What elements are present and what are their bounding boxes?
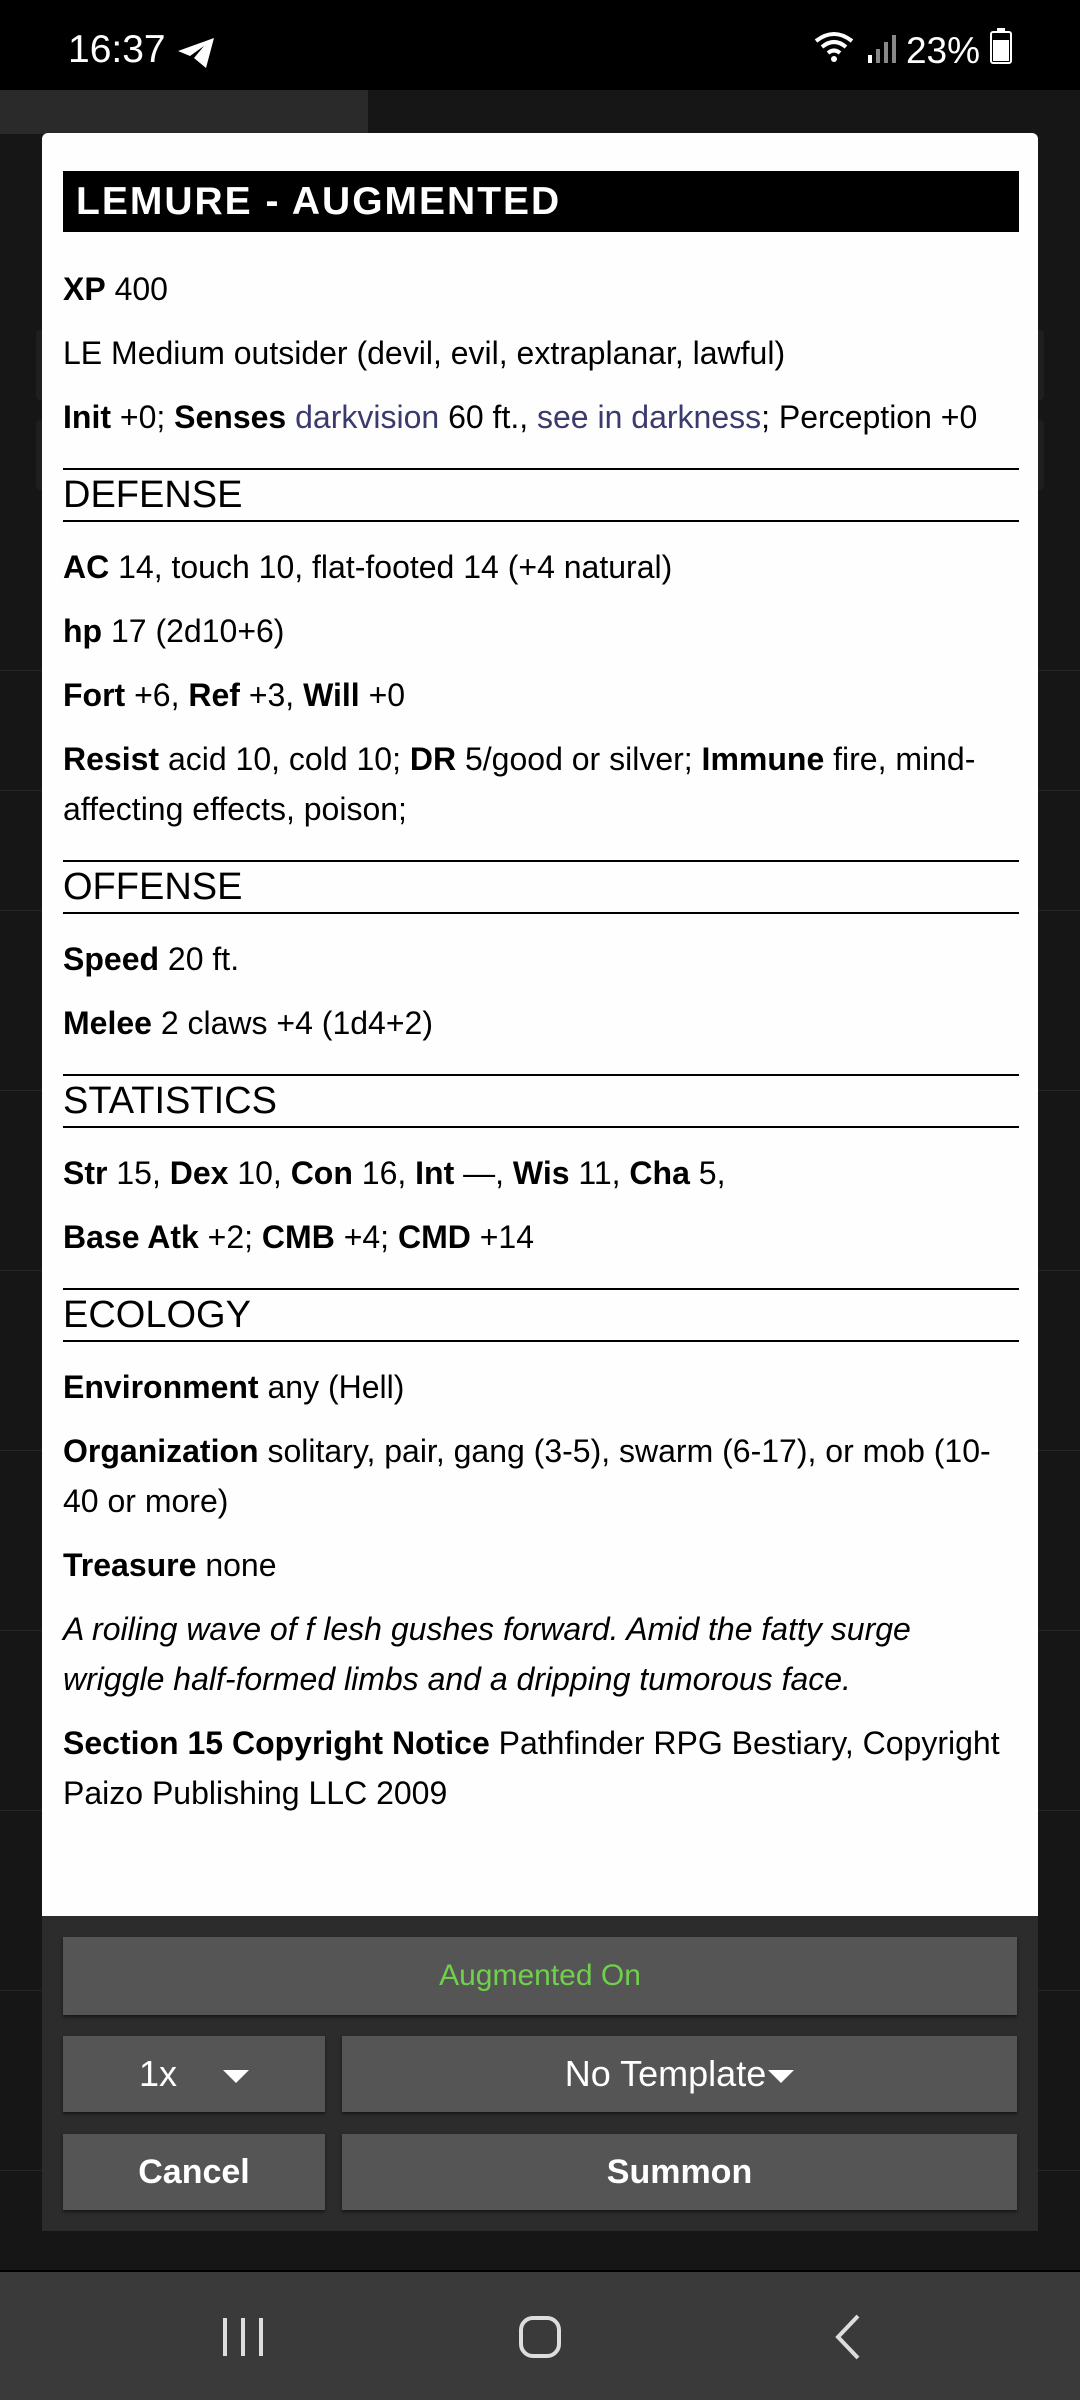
darkvision-link[interactable]: darkvision xyxy=(295,399,440,435)
telegram-icon xyxy=(176,36,216,75)
saves-line: Fort +6, Ref +3, Will +0 xyxy=(63,677,406,713)
offense-heading: OFFENSE xyxy=(63,860,1019,914)
init-line: Init +0; Senses darkvision 60 ft., see in darkness; Perception +0 xyxy=(63,399,978,435)
wifi-icon xyxy=(812,29,856,72)
creature-title: LEMURE - AUGMENTED xyxy=(63,171,1019,232)
recent-apps-icon[interactable] xyxy=(221,2306,265,2371)
copyright-line: Section 15 Copyright Notice Pathfinder RPG Bestiary, Copyright Paizo Publishing LLC 2009 xyxy=(63,1725,1000,1811)
environment-line: Environment any (Hell) xyxy=(63,1369,405,1405)
navigation-bar xyxy=(0,2272,1080,2400)
augmented-toggle-button[interactable]: Augmented On xyxy=(63,1937,1017,2015)
summon-button[interactable]: Summon xyxy=(342,2134,1017,2210)
statistics-heading: STATISTICS xyxy=(63,1074,1019,1128)
defense-heading: DEFENSE xyxy=(63,468,1019,522)
ability-scores-line: Str 15, Dex 10, Con 16, Int —, Wis 11, Cha 5, xyxy=(63,1155,726,1191)
treasure-line: Treasure none xyxy=(63,1547,277,1583)
combat-stats-line: Base Atk +2; CMB +4; CMD +14 xyxy=(63,1219,534,1255)
template-dropdown[interactable]: No Template xyxy=(342,2036,1017,2112)
battery-icon xyxy=(990,28,1012,73)
melee-line: Melee 2 claws +4 (1d4+2) xyxy=(63,1005,433,1041)
stat-block xyxy=(63,171,1019,1818)
dialog-button-area xyxy=(42,1916,1038,2231)
dropdown-caret-icon xyxy=(768,2070,794,2083)
xp-line: XP 400 xyxy=(63,271,168,307)
cancel-button[interactable]: Cancel xyxy=(63,2134,325,2210)
hp-line: hp 17 (2d10+6) xyxy=(63,613,285,649)
organization-line: Organization solitary, pair, gang (3-5), swarm (6-17), or mob (10-40 or more) xyxy=(63,1433,991,1519)
multiplier-dropdown[interactable]: 1x xyxy=(63,2036,325,2112)
resist-line: Resist acid 10, cold 10; DR 5/good or silver; Immune fire, mind-affecting effects, poison; xyxy=(63,741,976,827)
see-in-darkness-link[interactable]: see in darkness xyxy=(537,399,762,435)
speed-line: Speed 20 ft. xyxy=(63,941,240,977)
ecology-heading: ECOLOGY xyxy=(63,1288,1019,1342)
battery-percent: 23% xyxy=(905,29,980,71)
description-text: A roiling wave of f lesh gushes forward. Amid the fatty surge wriggle half-formed limbs and a dripping tumorous face. xyxy=(63,1611,911,1697)
back-icon[interactable] xyxy=(830,2306,866,2371)
type-line: LE Medium outsider (devil, evil, extraplanar, lawful) xyxy=(63,335,786,371)
dropdown-caret-icon xyxy=(223,2070,249,2083)
signal-icon xyxy=(866,30,896,72)
home-icon[interactable] xyxy=(518,2306,564,2371)
status-bar xyxy=(0,0,1080,100)
ac-line: AC 14, touch 10, flat-footed 14 (+4 natural) xyxy=(63,549,673,585)
status-time: 16:37 xyxy=(68,28,166,71)
